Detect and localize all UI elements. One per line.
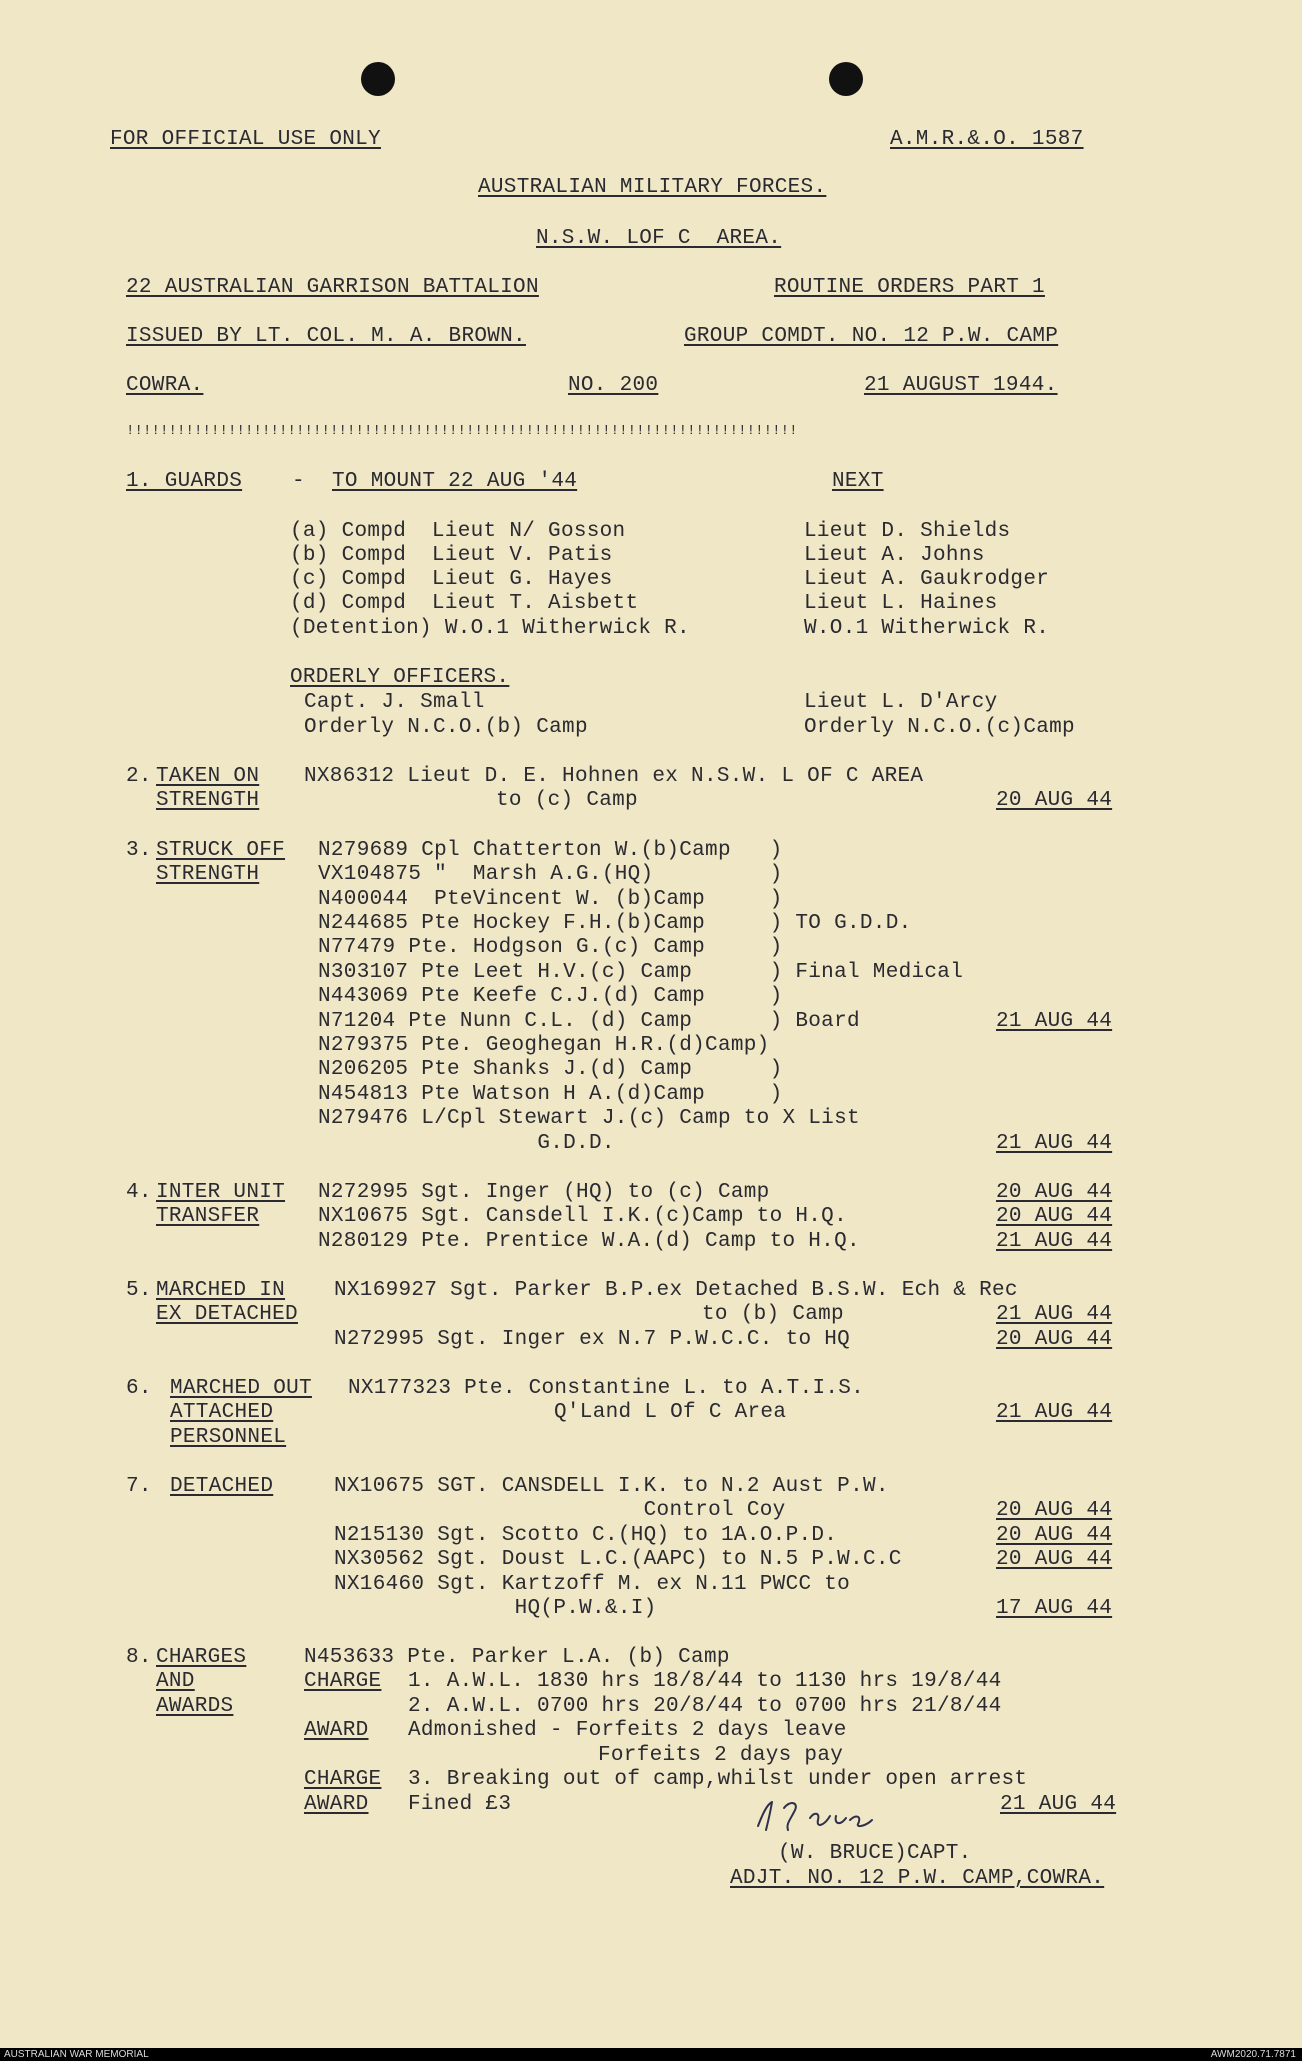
charge-text: 3. Breaking out of camp,whilst under open arrest <box>408 1768 1028 1791</box>
detached-entry: Control Coy <box>334 1499 786 1522</box>
marched-in-number: 5. <box>126 1279 152 1302</box>
charges-number: 8. <box>126 1646 152 1669</box>
charge-text: 2. A.W.L. 0700 hrs 20/8/44 to 0700 hrs 21/8/44 <box>408 1695 1002 1718</box>
guards-dash: - <box>292 470 305 493</box>
charges-heading: AND <box>156 1670 195 1693</box>
guard-row-left: (c) Compd Lieut G. Hayes <box>290 568 613 591</box>
orderly-row-right: Lieut L. D'Arcy <box>804 691 998 714</box>
award-text: Fined £3 <box>408 1793 512 1816</box>
detached-entry: NX30562 Sgt. Doust L.C.(AAPC) to N.5 P.W.C.C <box>334 1548 902 1571</box>
detached-heading: DETACHED <box>170 1475 274 1498</box>
sos-entry: N77479 Pte. Hodgson G.(c) Camp ) <box>318 936 783 959</box>
iut-heading: INTER UNIT <box>156 1181 286 1204</box>
sos-number: 3. <box>126 839 152 862</box>
order-number: NO. 200 <box>568 374 659 397</box>
guards-next: NEXT <box>832 470 884 493</box>
iut-date: 21 AUG 44 <box>996 1230 1113 1253</box>
archive-footer <box>0 2048 1302 2061</box>
marched-in-date: 21 AUG 44 <box>996 1303 1113 1326</box>
marched-in-entry: N272995 Sgt. Inger ex N.7 P.W.C.C. to HQ <box>334 1328 851 1351</box>
sos-entry: N400044 PteVincent W. (b)Camp ) <box>318 888 783 911</box>
sos-entry: N303107 Pte Leet H.V.(c) Camp ) Final Medical <box>318 961 964 984</box>
marched-out-heading: PERSONNEL <box>170 1426 287 1449</box>
orderly-row-left: Capt. J. Small <box>304 691 485 714</box>
handwritten-signature <box>750 1790 880 1840</box>
sos-entry: N279476 L/Cpl Stewart J.(c) Camp to X List <box>318 1107 860 1130</box>
iut-date: 20 AUG 44 <box>996 1205 1113 1228</box>
sos-entry: VX104875 " Marsh A.G.(HQ) ) <box>318 863 783 886</box>
charge-label: CHARGE <box>304 1670 382 1693</box>
award-text: Admonished - Forfeits 2 days leave <box>408 1719 847 1742</box>
orders-title: ROUTINE ORDERS PART 1 <box>774 276 1045 299</box>
sos-entry: N71204 Pte Nunn C.L. (d) Camp ) Board <box>318 1010 860 1033</box>
marched-in-entry: NX169927 Sgt. Parker B.P.ex Detached B.S.W. Ech & Rec <box>334 1279 1018 1302</box>
iut-entry: NX10675 Sgt. Cansdell I.K.(c)Camp to H.Q. <box>318 1205 847 1228</box>
guard-row-right: Lieut A. Gaukrodger <box>804 568 1050 591</box>
forces-title: AUSTRALIAN MILITARY FORCES. <box>478 176 827 199</box>
tos-number: 2. <box>126 765 152 788</box>
tos-entry: to (c) Camp <box>496 789 638 812</box>
archive-name: AUSTRALIAN WAR MEMORIAL <box>4 2049 149 2060</box>
separator-rule: !!!!!!!!!!!!!!!!!!!!!!!!!!!!!!!!!!!!!!!!!!!!!!!!!!!!!!!!!!!!!!!!!!!!!!!!!!!!!!! <box>126 423 798 439</box>
place: COWRA. <box>126 374 204 397</box>
tos-heading: TAKEN ON <box>156 765 260 788</box>
guard-row-left: (Detention) W.O.1 Witherwick R. <box>290 617 690 640</box>
iut-heading: TRANSFER <box>156 1205 260 1228</box>
tos-heading: STRENGTH <box>156 789 260 812</box>
order-date: 21 AUGUST 1944. <box>864 374 1058 397</box>
marched-out-heading: ATTACHED <box>170 1401 274 1424</box>
marched-in-heading: EX DETACHED <box>156 1303 298 1326</box>
reference-number: A.M.R.&.O. 1587 <box>890 128 1084 151</box>
detached-entry: N215130 Sgt. Scotto C.(HQ) to 1A.O.P.D. <box>334 1524 838 1547</box>
guards-mount: TO MOUNT 22 AUG '44 <box>332 470 578 493</box>
sos-entry: N279375 Pte. Geoghegan H.R.(d)Camp) <box>318 1034 770 1057</box>
detached-date: 20 AUG 44 <box>996 1524 1113 1547</box>
iut-date: 20 AUG 44 <box>996 1181 1113 1204</box>
detached-date: 17 AUG 44 <box>996 1597 1113 1620</box>
sos-date: 21 AUG 44 <box>996 1132 1113 1155</box>
archive-reference: AWM2020.71.7871 <box>1210 2049 1296 2060</box>
detached-entry: NX10675 SGT. CANSDELL I.K. to N.2 Aust P.W. <box>334 1475 889 1498</box>
sos-entry: G.D.D. <box>318 1132 615 1155</box>
iut-entry: N272995 Sgt. Inger (HQ) to (c) Camp <box>318 1181 770 1204</box>
sos-heading: STRUCK OFF <box>156 839 286 862</box>
orderly-row-right: Orderly N.C.O.(c)Camp <box>804 716 1075 739</box>
sos-entry: N279689 Cpl Chatterton W.(b)Camp ) <box>318 839 783 862</box>
iut-number: 4. <box>126 1181 152 1204</box>
tos-date: 20 AUG 44 <box>996 789 1113 812</box>
charges-entry: N453633 Pte. Parker L.A. (b) Camp <box>304 1646 730 1669</box>
detached-date: 20 AUG 44 <box>996 1548 1113 1571</box>
charges-heading: CHARGES <box>156 1646 247 1669</box>
punch-hole <box>829 62 863 96</box>
award-text: Forfeits 2 days pay <box>598 1744 844 1767</box>
guard-row-right: W.O.1 Witherwick R. <box>804 617 1050 640</box>
guard-row-left: (d) Compd Lieut T. Aisbett <box>290 592 639 615</box>
charge-text: 1. A.W.L. 1830 hrs 18/8/44 to 1130 hrs 19/8/44 <box>408 1670 1002 1693</box>
detached-entry: HQ(P.W.&.I) <box>334 1597 657 1620</box>
marched-in-heading: MARCHED IN <box>156 1279 286 1302</box>
detached-entry: NX16460 Sgt. Kartzoff M. ex N.11 PWCC to <box>334 1573 851 1596</box>
guard-row-left: (a) Compd Lieut N/ Gosson <box>290 520 626 543</box>
official-marking: FOR OFFICIAL USE ONLY <box>110 128 381 151</box>
orderly-officers-heading: ORDERLY OFFICERS. <box>290 666 510 689</box>
orderly-row-left: Orderly N.C.O.(b) Camp <box>304 716 588 739</box>
award-label: AWARD <box>304 1793 369 1816</box>
marched-out-heading: MARCHED OUT <box>170 1377 312 1400</box>
group-commandant: GROUP COMDT. NO. 12 P.W. CAMP <box>684 325 1059 348</box>
marched-in-date: 20 AUG 44 <box>996 1328 1113 1351</box>
guard-row-left: (b) Compd Lieut V. Patis <box>290 544 613 567</box>
guard-row-right: Lieut D. Shields <box>804 520 1011 543</box>
detached-number: 7. <box>126 1475 152 1498</box>
award-label: AWARD <box>304 1719 369 1742</box>
sos-entry: N443069 Pte Keefe C.J.(d) Camp ) <box>318 985 783 1008</box>
punch-hole <box>361 62 395 96</box>
guard-row-right: Lieut L. Haines <box>804 592 998 615</box>
marched-in-entry: to (b) Camp <box>702 1303 844 1326</box>
charge-label: CHARGE <box>304 1768 382 1791</box>
battalion-title: 22 AUSTRALIAN GARRISON BATTALION <box>126 276 539 299</box>
guard-row-right: Lieut A. Johns <box>804 544 985 567</box>
sos-entry: N206205 Pte Shanks J.(d) Camp ) <box>318 1058 783 1081</box>
signatory-title: ADJT. NO. 12 P.W. CAMP,COWRA. <box>730 1867 1105 1890</box>
sos-entry: N244685 Pte Hockey F.H.(b)Camp ) TO G.D.D. <box>318 912 912 935</box>
guards-heading: 1. GUARDS <box>126 470 243 493</box>
detached-date: 20 AUG 44 <box>996 1499 1113 1522</box>
signatory-name: (W. BRUCE)CAPT. <box>778 1842 972 1865</box>
iut-entry: N280129 Pte. Prentice W.A.(d) Camp to H.Q. <box>318 1230 860 1253</box>
area-title: N.S.W. LOF C AREA. <box>536 227 782 250</box>
sos-entry: N454813 Pte Watson H A.(d)Camp ) <box>318 1083 783 1106</box>
charges-date: 21 AUG 44 <box>1000 1793 1117 1816</box>
sos-date: 21 AUG 44 <box>996 1010 1113 1033</box>
charges-heading: AWARDS <box>156 1695 234 1718</box>
marched-out-number: 6. <box>126 1377 152 1400</box>
marched-out-entry: Q'Land L Of C Area <box>554 1401 787 1424</box>
sos-heading: STRENGTH <box>156 863 260 886</box>
issued-by: ISSUED BY LT. COL. M. A. BROWN. <box>126 325 526 348</box>
marched-out-date: 21 AUG 44 <box>996 1401 1113 1424</box>
marched-out-entry: NX177323 Pte. Constantine L. to A.T.I.S. <box>348 1377 865 1400</box>
tos-entry: NX86312 Lieut D. E. Hohnen ex N.S.W. L OF C AREA <box>304 765 924 788</box>
